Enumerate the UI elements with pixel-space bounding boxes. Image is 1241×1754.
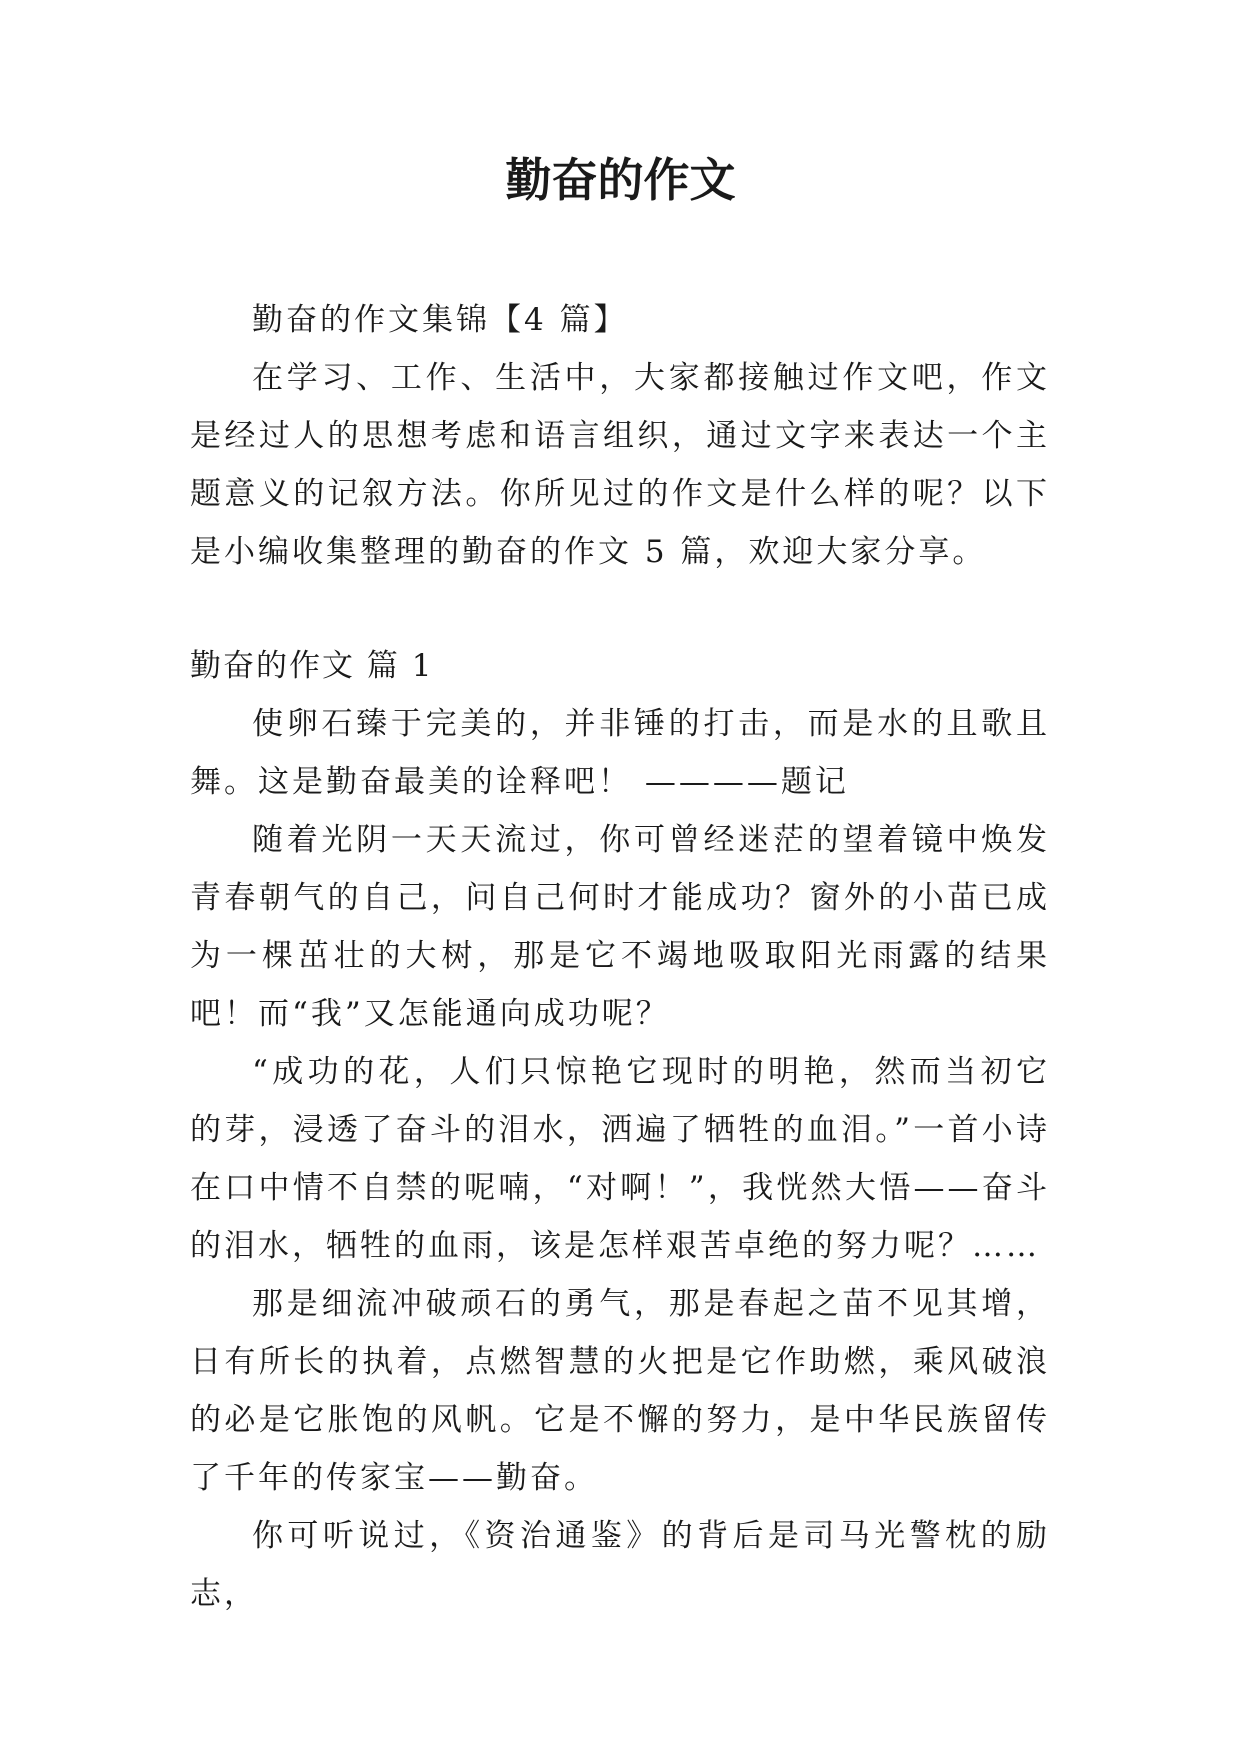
- intro-paragraph: 在学习、工作、生活中，大家都接触过作文吧，作文是经过人的思想考虑和语言组织，通过文字来表达一个主题意义的记叙方法。你所见过的作文是什么样的呢？以下是小编收集整理的勤奋的作文 5 篇，欢迎大家分享。: [190, 360, 1050, 570]
- collection-line: 勤奋的作文集锦【4 篇】: [252, 302, 628, 338]
- section-spacer: [190, 581, 1050, 637]
- section-paragraph: 你可听说过，《资治通鉴》的背后是司马光警枕的励志，: [190, 1518, 1050, 1612]
- section-paragraph: “成功的花，人们只惊艳它现时的明艳，然而当初它的芽，浸透了奋斗的泪水，洒遍了牺牲的血泪。”一首小诗在口中情不自禁的呢喃，“对啊！”，我恍然大悟——奋斗的泪水，牺牲的血雨，该是怎样艰苦卓绝的努力呢？……: [190, 1054, 1050, 1264]
- section-paragraph: 那是细流冲破顽石的勇气，那是春起之苗不见其增，日有所长的执着，点燃智慧的火把是它作助燃，乘风破浪的必是它胀饱的风帆。它是不懈的努力，是中华民族留传了千年的传家宝——勤奋。: [190, 1286, 1050, 1496]
- document-body: [190, 291, 1050, 1623]
- section-heading: 勤奋的作文 篇 1: [190, 648, 434, 684]
- section-paragraph: 使卵石臻于完美的，并非锤的打击，而是水的且歌且舞。这是勤奋最美的诠释吧！ ————题记: [190, 706, 1050, 800]
- section-paragraph: 随着光阴一天天流过，你可曾经迷茫的望着镜中焕发青春朝气的自己，问自己何时才能成功？窗外的小苗已成为一棵茁壮的大树，那是它不竭地吸取阳光雨露的结果吧！而“我”又怎能通向成功呢？: [190, 822, 1050, 1032]
- document-title: 勤奋的作文: [505, 153, 736, 207]
